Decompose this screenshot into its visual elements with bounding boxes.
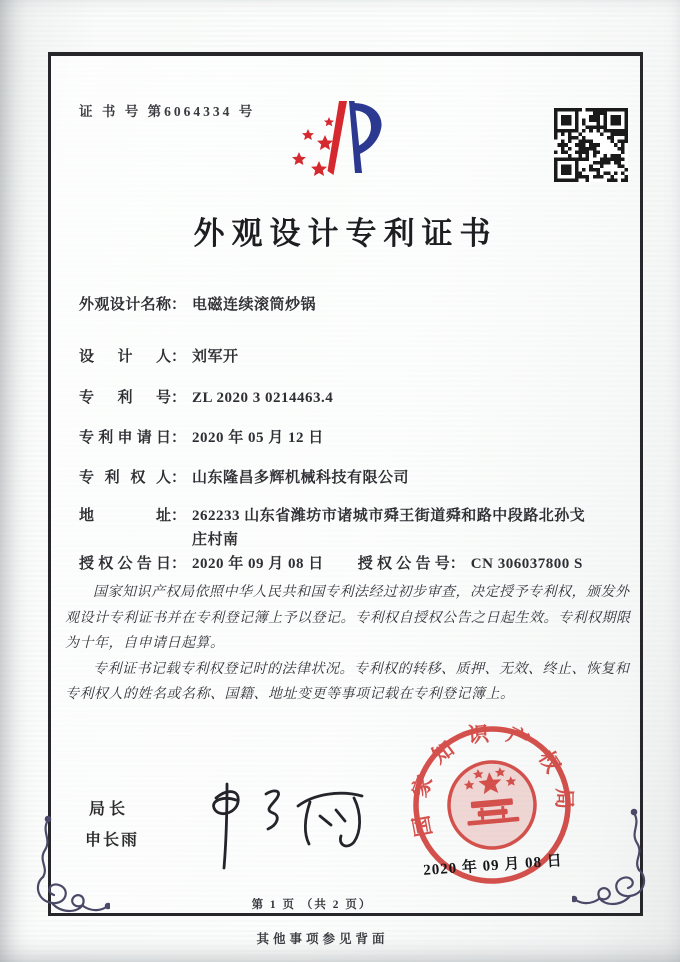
field-label: 地址: [79, 508, 171, 524]
field-value: CN 306037800 S: [470, 556, 583, 572]
certificate-number: 证 书 号 第6064334 号: [79, 104, 256, 119]
commissioner-name: 申长雨: [85, 832, 140, 849]
field-label: 专利号: [79, 390, 171, 406]
field-value: 2020 年 09 月 08 日: [192, 556, 324, 572]
grant-date-pair: [79, 552, 324, 573]
label-colon: ：: [171, 349, 187, 365]
cnipa-logo-icon: [263, 96, 423, 213]
seal-date: 2020 年 09 月 08 日: [422, 853, 564, 879]
corner-flourish-icon: [572, 804, 650, 921]
grant-no-pair: [358, 552, 583, 573]
certificate-title: 外观设计专利证书: [193, 216, 498, 251]
label-colon: ：: [171, 508, 187, 524]
label-colon: ：: [171, 430, 187, 446]
signature-handwriting: [194, 772, 379, 882]
field-row-patent-no: [79, 386, 624, 407]
label-colon: ：: [171, 390, 187, 406]
commissioner-title: 局长: [89, 801, 130, 818]
field-label: 授权公告号: [357, 556, 450, 572]
seal-agency-text: 国家知识产权局: [407, 720, 577, 839]
field-value: 电磁连续滚筒炒锅: [192, 297, 317, 313]
legal-paragraph-1: 国家知识产权局依照中华人民共和国专利法经过初步审查，决定授予专利权，颁发外观设计专利证书并在专利登记簿上予以登记。专利权自授权公告之日起生效。专利权期限为十年，自申请日起算。: [65, 585, 631, 651]
legal-paragraph-2: 专利证书记载专利权登记时的法律状况。专利权的转移、质押、无效、终止、恢复和专利权人的姓名或名称、国籍、地址变更等事项记载在专利登记簿上。: [65, 661, 630, 702]
field-label: 专利申请日: [79, 430, 171, 446]
field-value: 刘军开: [192, 349, 239, 365]
field-value: 262233 山东省潍坊市诸城市舜王街道舜和路中段路北孙戈庄村南: [192, 508, 586, 548]
field-row-address: [79, 504, 624, 552]
field-row-patentee: [79, 466, 624, 487]
field-value: ZL 2020 3 0214463.4: [192, 390, 334, 406]
certificate-frame: [48, 52, 643, 916]
corner-flourish-icon: [32, 814, 110, 925]
field-value: 2020 年 05 月 12 日: [192, 430, 324, 446]
label-colon: ：: [171, 297, 187, 313]
page-info: 第 1 页 （共 2 页）: [251, 899, 373, 911]
label-colon: ：: [449, 556, 465, 572]
field-value: 山东隆昌多辉机械科技有限公司: [192, 470, 410, 486]
field-row-grant: [79, 552, 624, 573]
qr-code: [554, 108, 628, 182]
field-row-designer: [79, 345, 624, 366]
label-colon: ：: [171, 470, 187, 486]
field-label: 专利权人: [79, 470, 171, 486]
field-label: 授权公告日: [79, 556, 171, 572]
legal-body: [65, 580, 631, 708]
field-row-design-name: [79, 293, 624, 314]
field-label: 外观设计名称: [79, 297, 171, 313]
national-emblem-icon: [445, 758, 538, 851]
label-colon: ：: [171, 556, 187, 572]
back-note: 其他事项参见背面: [256, 932, 389, 946]
field-label: 设计人: [79, 349, 171, 365]
field-row-filing-date: [79, 426, 624, 447]
